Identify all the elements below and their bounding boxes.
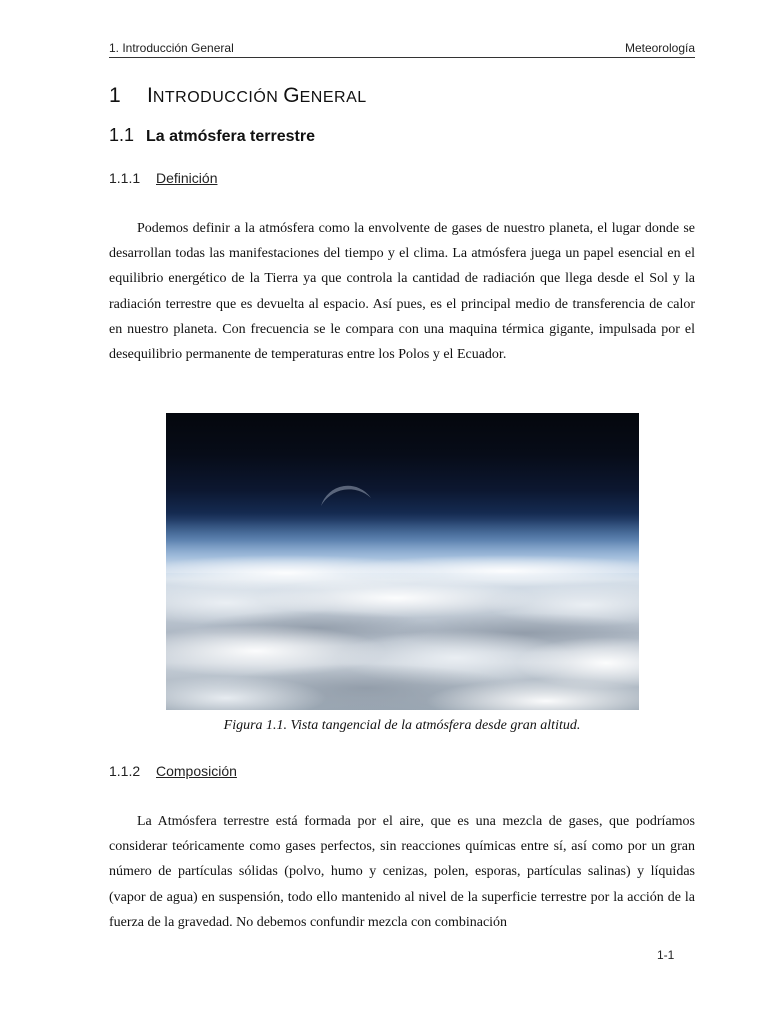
page-number: 1-1 <box>657 948 675 962</box>
running-header <box>109 41 695 58</box>
figure-caption: Figura 1.1. Vista tangencial de la atmósfera desde gran altitud. <box>223 718 581 733</box>
section-number: 1.1 <box>109 125 135 145</box>
header-subject-label: Meteorología <box>624 41 695 55</box>
subsection-number: 1.1.2 <box>109 763 141 779</box>
chapter-title-rest-2: ENERAL <box>299 89 367 106</box>
section-title-text: La atmósfera terrestre <box>146 128 315 145</box>
chapter-title-rest-1: NTRODUCCIÓN <box>152 89 284 106</box>
atmosphere-illustration <box>166 413 639 710</box>
chapter-title-initial-2: G <box>283 84 300 107</box>
subsection-definicion <box>109 170 217 186</box>
subsection-title: Definición <box>156 170 218 186</box>
chapter-number: 1 <box>109 84 121 107</box>
subsection-title: Composición <box>156 763 237 779</box>
chapter-title-initial-1: I <box>147 84 153 107</box>
subsection-number: 1.1.1 <box>109 170 141 186</box>
atmosphere-photo <box>166 413 639 710</box>
section-title <box>109 125 315 146</box>
chapter-title <box>109 84 367 108</box>
paragraph-composicion: La Atmósfera terrestre está formada por el aire, que es una mezcla de gases, que podríamos considerar teóricamente como gases perfectos, sin reacciones químicas entre sí, así como por un gran número de partículas sólidas (polvo, humo y cenizas, polen, esporas, partículas salinas) y líquidas (vapor de agua) en suspensión, todo ello mantenido al nivel de la superficie terrestre por la acción de la fuerza de la gravedad. No debemos confundir mezcla con combinación <box>109 814 695 930</box>
moon-crescent <box>321 486 371 506</box>
paragraph-definicion: Podemos definir a la atmósfera como la envolvente de gases de nuestro planeta, el lugar donde se desarrollan todas las manifestaciones del tiempo y el clima. La atmósfera juega un papel esencial en el equilibrio energético de la Tierra ya que controla la cantidad de radiación que llega desde el Sol y la radiación terrestre que es devuelta al espacio. Así pues, es el principal medio de transferencia de calor en nuestro planeta. Con frecuencia se le compara con una maquina térmica gigante, impulsada por el desequilibrio permanente de temperaturas entre los Polos y el Ecuador. <box>109 221 695 363</box>
subsection-composicion <box>109 763 237 779</box>
header-chapter-label: 1. Introducción General <box>109 41 234 55</box>
